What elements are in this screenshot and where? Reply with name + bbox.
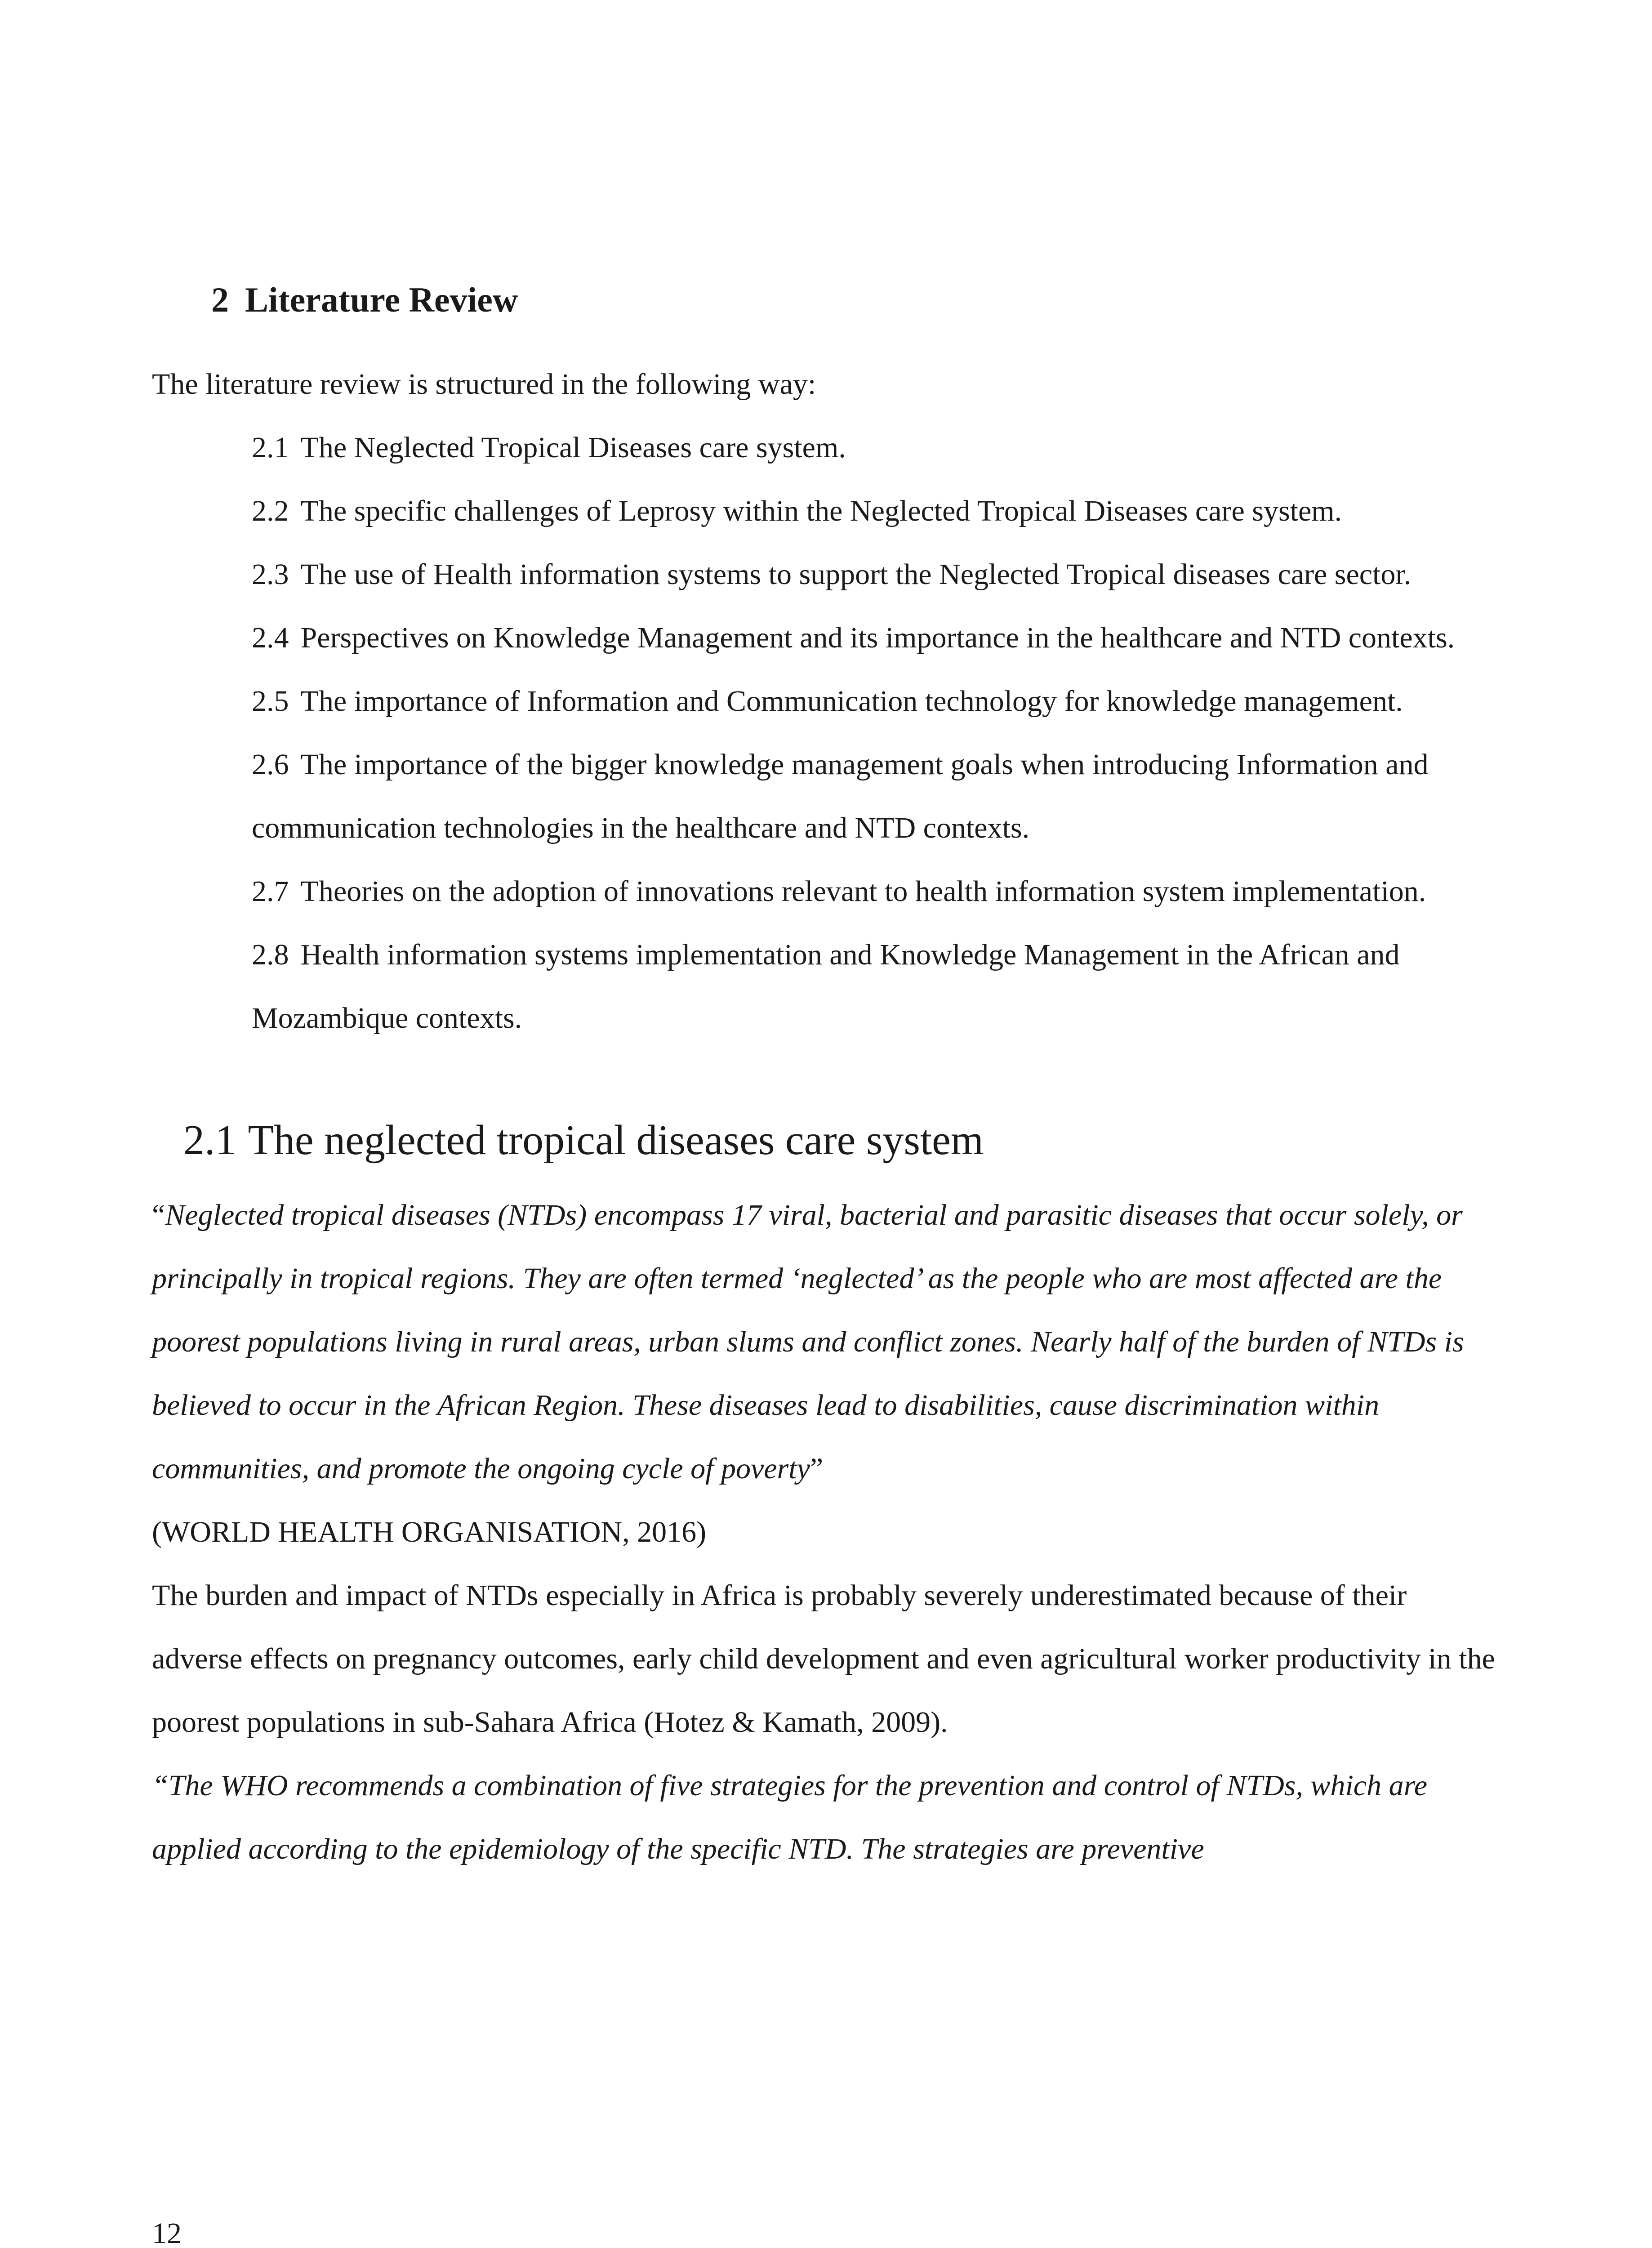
structure-item-number: 2.7	[252, 874, 289, 908]
structure-item	[252, 860, 1501, 923]
body-paragraph: The burden and impact of NTDs especially in Africa is probably severely underestimated because of their adverse effects on pregnancy outcomes, early child development and even agricultural worker productivity in the poorest populations in sub-Sahara Africa (Hotez & Kamath, 2009).	[152, 1579, 1495, 1739]
structure-item-number: 2.6	[252, 748, 289, 781]
structure-item	[252, 479, 1501, 543]
structure-item-number: 2.1	[252, 431, 289, 464]
structure-item-text: Perspectives on Knowledge Management and its importance in the healthcare and NTD contexts.	[300, 621, 1455, 654]
structure-item	[252, 606, 1501, 669]
structure-item-number: 2.3	[252, 558, 289, 591]
structure-item-number: 2.2	[252, 494, 289, 527]
structure-item	[252, 923, 1501, 1050]
quote-close-mark: ”	[810, 1452, 824, 1485]
who-quote	[152, 1183, 1496, 1500]
structure-item-number: 2.8	[252, 938, 289, 971]
structure-item-text: The importance of the bigger knowledge management goals when introducing Information and communication technologies in the healthcare and NTD contexts.	[252, 748, 1429, 844]
quote-open-mark: “	[152, 1199, 165, 1232]
page-number: 12	[152, 2217, 182, 2248]
structure-item	[252, 733, 1501, 860]
chapter-title: Literature Review	[245, 280, 518, 319]
who-strategies-quote: “The WHO recommends a combination of five strategies for the prevention and control of NTDs, which are applied according to the epidemiology of the specific NTD. The strategies are preventive	[152, 1769, 1428, 1866]
structure-item-text: The use of Health information systems to support the Neglected Tropical diseases care sector.	[300, 558, 1412, 591]
structure-item	[252, 543, 1501, 606]
structure-item-number: 2.5	[252, 684, 289, 718]
structure-item-text: The importance of Information and Communication technology for knowledge management.	[300, 684, 1403, 718]
section-number: 2.1	[183, 1116, 236, 1164]
structure-item-text: Theories on the adoption of innovations relevant to health information system implementation.	[300, 874, 1426, 908]
chapter-number: 2	[211, 280, 229, 319]
section-heading	[183, 1115, 1501, 1166]
chapter-heading	[211, 279, 1501, 321]
page-content	[152, 279, 1501, 1881]
who-quote-text: Neglected tropical diseases (NTDs) encompass 17 viral, bacterial and parasitic diseases that occur solely, or principally in tropical regions. They are often termed ‘neglected’ as the people who are most affected are the poorest populations living in rural areas, urban slums and conflict zones. Nearly half of the burden of NTDs is believed to occur in the African Region. These diseases lead to disabilities, cause discrimination within communities, and promote the ongoing cycle of poverty	[152, 1199, 1464, 1485]
structure-list	[252, 416, 1501, 1050]
structure-item	[252, 669, 1501, 733]
intro-text: The literature review is structured in the following way:	[152, 367, 816, 401]
structure-item	[252, 416, 1501, 479]
structure-item-number: 2.4	[252, 621, 289, 654]
section-title: The neglected tropical diseases care system	[248, 1116, 984, 1164]
structure-item-text: Health information systems implementation and Knowledge Management in the African and Mozambique contexts.	[252, 938, 1400, 1035]
structure-item-text: The specific challenges of Leprosy within the Neglected Tropical Diseases care system.	[300, 494, 1342, 527]
structure-item-text: The Neglected Tropical Diseases care system.	[300, 431, 846, 464]
who-quote-citation: (WORLD HEALTH ORGANISATION, 2016)	[152, 1516, 707, 1549]
